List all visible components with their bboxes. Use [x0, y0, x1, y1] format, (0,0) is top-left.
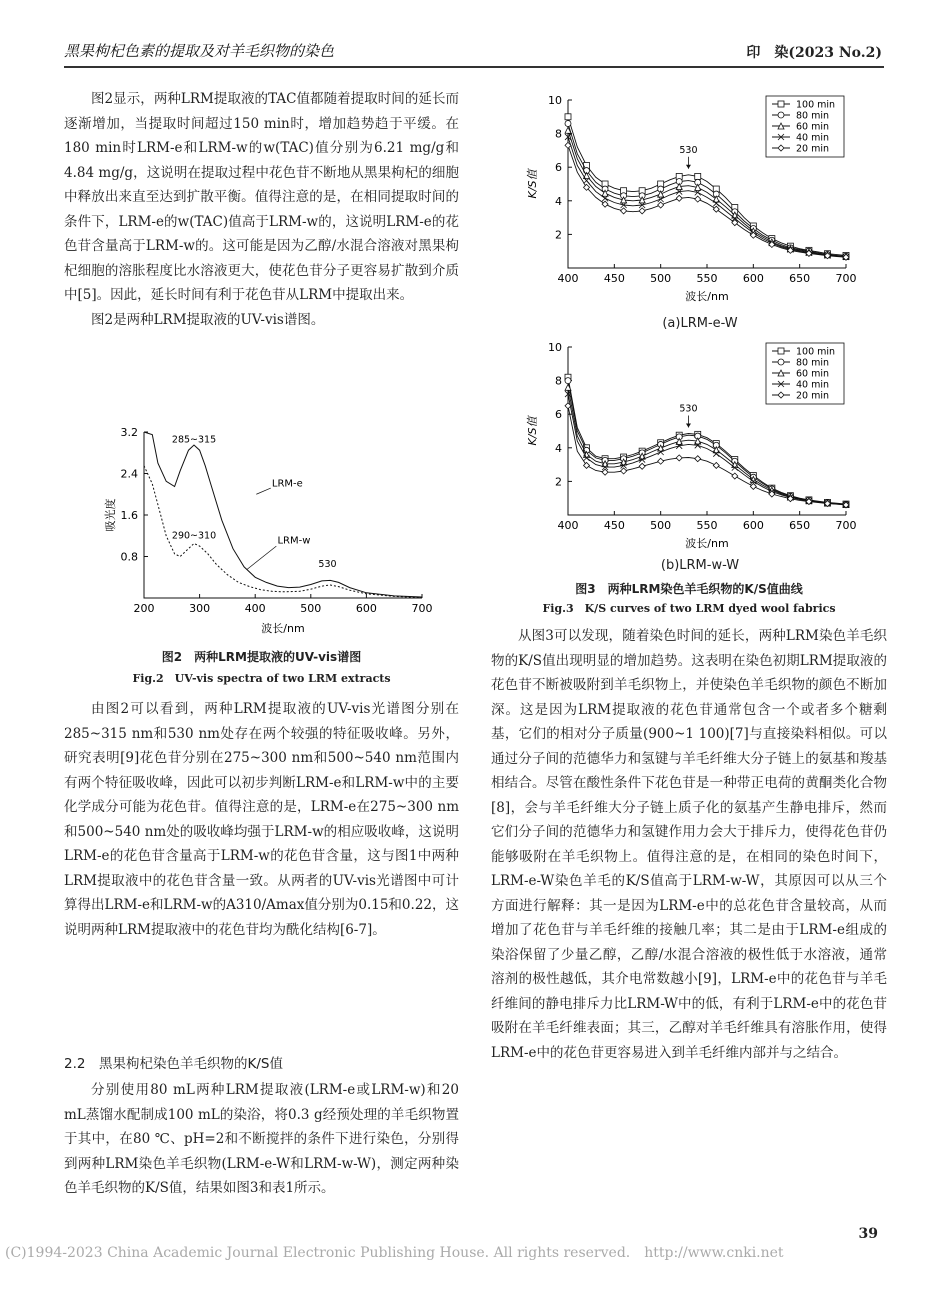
fig3a-y-tick-label: 2	[555, 228, 562, 242]
fig3b-data-point	[602, 469, 608, 475]
fig3b-y-tick-label: 2	[555, 475, 562, 489]
figure-2-caption-cn: 图2 两种LRM提取液的UV-vis谱图	[161, 650, 362, 664]
fig2-label-leader	[256, 488, 270, 494]
fig3b-data-point	[565, 378, 571, 384]
fig3b-legend-label: 40 min	[796, 379, 830, 391]
fig3a-x-tick-label: 650	[789, 272, 811, 285]
paragraph-dyeing-method: 分别使用80 mL两种LRM提取液(LRM-e或LRM-w)和20 mL蒸馏水配制成100 mL的染浴，将0.3 g经预处理的羊毛织物置于其中，在80 ℃、pH=2和不断搅拌的条件下进行染色，分别得到两种LRM染色羊毛织物(LRM-e-W和LRM-w-W)，测定两种染色羊毛织物的K/S值，结果如图3和表1所示。	[64, 1082, 459, 1196]
fig3a-x-tick-label: 400	[557, 272, 579, 285]
fig3a-x-tick-label: 500	[650, 272, 672, 285]
fig2-x-axis-label: 波长/nm	[261, 622, 305, 635]
figure-3a-ks-chart	[520, 88, 860, 303]
fig3a-data-point	[621, 208, 627, 214]
fig3a-data-point	[713, 206, 719, 212]
fig2-y-tick-label: 1.6	[120, 509, 138, 522]
fig2-y-axis-label: 吸光度	[104, 498, 117, 532]
fig3a-data-point	[676, 195, 682, 201]
fig2-x-tick-label: 500	[300, 602, 322, 615]
figure-3a-subcaption: (a)LRM-e-W	[662, 316, 738, 331]
fig3b-peak-arrowhead	[686, 424, 691, 428]
fig3b-data-point	[732, 473, 738, 479]
fig3a-x-axis-label: 波长/nm	[685, 290, 729, 303]
figure-3b-subcaption: (b)LRM-w-W	[660, 558, 740, 573]
fig2-peak-annotation: 290~310	[171, 530, 217, 542]
fig2-y-tick-label: 0.8	[120, 550, 138, 564]
fig2-series-label-lrm-w: LRM-w	[277, 535, 311, 547]
paragraph-uv-vis-discussion: 由图2可以看到，两种LRM提取液的UV-vis光谱图分别在285~315 nm和530 nm处存在两个较强的特征吸收峰。另外，研究表明[9]花色苷分别在275~300 nm和500~540 nm范围内有两个特征吸收峰，因此可以初步判断LRM-e和LRM-w中的主要化学成分可能为花色苷。值得注意的是，LRM-e在275~300 nm和500~540 nm处的吸收峰均强于LRM-w的相应吸收峰，这说明LRM-e的花色苷含量高于LRM-w的花色苷含量，这与图1中两种LRM提取液中的花色苷含量一致。从两者的UV-vis光谱图中可计算得出LRM-e和LRM-w的A310/Amax值分别为0.15和0.22，这说明两种LRM提取液中的花色苷均为酰化结构[6-7]。	[64, 701, 459, 938]
section-heading-2-2: 2.2 黑果枸杞染色羊毛织物的K/S值	[64, 1056, 283, 1072]
fig3a-peak-annotation: 530	[679, 144, 698, 156]
fig2-y-tick-label: 2.4	[120, 467, 138, 481]
fig3a-data-point	[565, 114, 571, 120]
fig3b-data-point	[621, 468, 627, 474]
fig3a-x-tick-label: 700	[835, 272, 857, 285]
fig3a-data-point	[639, 208, 645, 214]
fig3b-y-tick-label: 6	[555, 408, 562, 422]
fig2-label-leader	[247, 546, 276, 569]
figure-3-caption-cn: 图3 两种LRM染色羊毛织物的K/S值曲线	[575, 582, 803, 596]
fig3b-x-tick-label: 450	[603, 519, 625, 532]
fig3b-legend-label: 80 min	[796, 357, 830, 369]
fig3b-x-tick-label: 650	[789, 519, 811, 532]
fig3a-data-point	[658, 202, 664, 208]
fig3b-data-point	[750, 483, 756, 489]
fig3a-legend-label: 60 min	[796, 121, 830, 133]
copyright-watermark: (C)1994-2023 China Academic Journal Electronic Publishing House. All rights reserved. http://www.cnki.net	[5, 1245, 784, 1261]
fig3a-y-tick-label: 10	[548, 94, 562, 107]
fig3b-x-tick-label: 600	[742, 519, 764, 532]
fig3b-legend-label: 60 min	[796, 368, 830, 380]
fig3a-series-line	[568, 145, 846, 257]
fig3b-y-tick-label: 10	[548, 341, 562, 354]
fig3a-data-point	[695, 196, 701, 202]
fig3b-data-point	[584, 462, 590, 468]
fig3b-data-point	[713, 462, 719, 468]
fig3b-series-line	[568, 387, 846, 504]
paragraph-tac-discussion: 图2显示，两种LRM提取液的TAC值都随着提取时间的延长而逐渐增加，当提取时间超过150 min时，增加趋势趋于平缓。在180 min时LRM-e和LRM-w的w(TAC)值分别为6.21 mg/g和4.84 mg/g，这说明在提取过程中花色苷不断地从黑果枸杞的细胞中释放出来直至达到扩散平衡。值得注意的是，在相同提取时间的条件下，LRM-e的w(TAC)值高于LRM-w的，这说明LRM-e的花色苷含量高于LRM-w的。这可能是因为乙醇/水混合溶液对黑果枸杞细胞的溶胀程度比水溶液更大，使花色苷分子更容易扩散到介质中[5]。因此，延长时间有利于花色苷从LRM中提取出来。	[64, 91, 459, 303]
fig3a-y-tick-label: 4	[555, 194, 562, 208]
fig3a-peak-arrowhead	[686, 165, 691, 169]
right-column	[491, 624, 887, 1065]
left-column	[64, 87, 459, 332]
fig2-x-tick-label: 400	[244, 602, 266, 615]
paragraph-ks-discussion: 从图3可以发现，随着染色时间的延长，两种LRM染色羊毛织物的K/S值出现明显的增加趋势。这表明在染色初期LRM提取液的花色苷不断被吸附到羊毛织物上，并使染色羊毛织物的颜色不断加深。这是因为LRM提取液的花色苷通常包含一个或者多个糖剩基，它们的相对分子质量(900~1 100)[7]与直接染料相似。可以通过分子间的范德华力和氢键与羊毛纤维大分子链上的氨基和羧基相结合。尽管在酸性条件下花色苷是一种带正电荷的黄酮类化合物[8]，会与羊毛纤维大分子链上质子化的氨基产生静电排斥，然而它们分子间的范德华力和氢键作用力会大于排斥力，使得花色苷仍能够吸附在羊毛织物上。值得注意的是，在相同的染色时间下，LRM-e-W染色羊毛的K/S值高于LRM-w-W，其原因可以从三个方面进行解释：其一是因为LRM-e中的总花色苷含量较高，从而增加了花色苷与羊毛纤维的接触几率；其二是由于LRM-e组成的染浴保留了少量乙醇，乙醇/水混合溶液的极性低于水溶液，通常溶剂的极性越低，其介电常数越小[9]，LRM-e中的花色苷与羊毛纤维间的静电排斥力比LRM-W中的低，有利于LRM-e中的花色苷吸附在羊毛纤维表面；其三，乙醇对羊毛纤维具有溶胀作用，使得LRM-e中的花色苷更容易进入到羊毛纤维内部并与之结合。	[491, 628, 887, 1061]
figure-2-uv-vis-chart	[100, 420, 440, 640]
fig3b-x-tick-label: 550	[696, 519, 718, 532]
fig3a-data-point	[658, 191, 664, 197]
fig2-x-tick-label: 300	[189, 602, 211, 615]
fig3b-legend-label: 100 min	[796, 346, 836, 358]
fig3a-legend-label: 80 min	[796, 110, 830, 122]
fig3b-x-tick-label: 400	[557, 519, 579, 532]
fig3b-series-line	[568, 403, 846, 505]
fig3b-y-axis-label: K/S值	[526, 416, 539, 446]
fig3a-legend-marker	[778, 112, 784, 118]
left-column-bottom	[64, 1078, 459, 1201]
fig3b-x-tick-label: 500	[650, 519, 672, 532]
fig3a-x-tick-label: 550	[696, 272, 718, 285]
fig3b-y-tick-label: 4	[555, 441, 562, 455]
fig3b-legend-label: 20 min	[796, 390, 830, 402]
fig2-x-tick-label: 700	[411, 602, 433, 615]
journal-issue: 印 染(2023 No.2)	[746, 45, 882, 61]
fig3a-y-tick-label: 6	[555, 161, 562, 175]
fig3a-legend-label: 40 min	[796, 132, 830, 144]
fig3a-data-point	[695, 173, 701, 179]
fig2-series-label-lrm-e: LRM-e	[271, 478, 303, 490]
fig3a-data-point	[565, 121, 571, 127]
fig3b-peak-annotation: 530	[679, 403, 698, 415]
fig3a-y-tick-label: 8	[555, 127, 562, 141]
fig3b-legend-marker	[778, 348, 784, 354]
fig3a-x-tick-label: 600	[742, 272, 764, 285]
figure-3-caption-en: Fig.3 K/S curves of two LRM dyed wool fabrics	[542, 602, 836, 615]
fig3a-legend-label: 100 min	[796, 99, 836, 111]
fig3b-x-axis-label: 波长/nm	[685, 537, 729, 550]
fig3b-legend-marker	[778, 359, 784, 365]
paragraph-fig2-intro: 图2是两种LRM提取液的UV-vis谱图。	[91, 311, 325, 328]
fig3b-data-point	[676, 455, 682, 461]
fig3b-data-point	[695, 456, 701, 462]
fig3b-x-tick-label: 700	[835, 519, 857, 532]
figure-3b-ks-chart	[520, 335, 860, 550]
figure-2-caption-en: Fig.2 UV-vis spectra of two LRM extracts	[132, 672, 391, 685]
fig3b-series-line	[568, 394, 846, 505]
header-rule	[64, 66, 884, 68]
fig2-peak-annotation: 530	[318, 558, 337, 570]
page-number: 39	[858, 1226, 878, 1242]
fig3a-legend-marker	[778, 101, 784, 107]
fig2-series-line-LRM-e	[144, 432, 422, 597]
fig3a-data-point	[602, 201, 608, 207]
fig2-y-tick-label: 3.2	[120, 426, 138, 439]
fig3b-data-point	[658, 458, 664, 464]
fig3a-legend-label: 20 min	[796, 143, 830, 155]
fig3a-y-axis-label: K/S值	[526, 169, 539, 199]
running-title: 黑果枸杞色素的提取及对羊毛织物的染色	[64, 42, 335, 60]
fig2-x-tick-label: 600	[355, 602, 377, 615]
fig3b-y-tick-label: 8	[555, 374, 562, 388]
fig3b-data-point	[639, 463, 645, 469]
fig2-peak-annotation: 285~315	[171, 434, 217, 446]
fig3a-x-tick-label: 450	[603, 272, 625, 285]
fig2-x-tick-label: 200	[133, 602, 155, 615]
left-column-lower	[64, 697, 459, 942]
